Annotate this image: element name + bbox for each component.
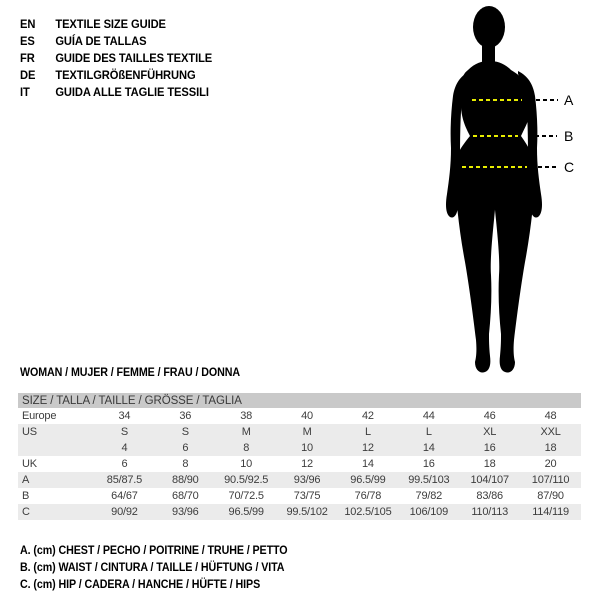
size-cell: 18 bbox=[520, 440, 581, 456]
size-cell: 8 bbox=[216, 440, 277, 456]
size-cell: 93/96 bbox=[155, 504, 216, 520]
measurement-figure bbox=[430, 0, 600, 380]
size-cell: 87/90 bbox=[537, 490, 564, 502]
language-guide-row bbox=[20, 32, 212, 49]
size-cell: 96.5/99 bbox=[338, 472, 399, 488]
size-cell: 36 bbox=[179, 410, 192, 422]
woman-silhouette-figure bbox=[430, 0, 600, 380]
size-cell: M bbox=[216, 424, 277, 440]
language-code: IT bbox=[20, 84, 30, 99]
size-cell: M bbox=[277, 424, 338, 440]
size-cell: 34 bbox=[118, 410, 131, 422]
size-row-label: B bbox=[22, 490, 30, 502]
size-table-row bbox=[18, 488, 581, 504]
size-cell: 10 bbox=[277, 440, 338, 456]
size-cell: 99.5/103 bbox=[398, 472, 459, 488]
size-cell: 110/113 bbox=[459, 504, 520, 520]
language-guide-title: GUÍA DE TALLAS bbox=[55, 33, 147, 48]
size-cell: 4 bbox=[94, 440, 155, 456]
language-guide-row bbox=[20, 49, 212, 66]
footnote-line: B. (cm) WAIST / CINTURA / TAILLE / HÜFTUNG / VITA bbox=[20, 562, 285, 574]
size-cell: 99.5/102 bbox=[277, 504, 338, 520]
size-cell: 102.5/105 bbox=[338, 504, 399, 520]
size-cell: XL bbox=[459, 424, 520, 440]
size-row-label: UK bbox=[22, 458, 37, 470]
size-cell: 90.5/92.5 bbox=[216, 472, 277, 488]
measurement-footnotes bbox=[20, 543, 288, 594]
size-cell: 106/109 bbox=[398, 504, 459, 520]
footnote-line: A. (cm) CHEST / PECHO / POITRINE / TRUHE / PETTO bbox=[20, 545, 288, 557]
size-cell: 76/78 bbox=[354, 490, 382, 502]
size-cell: 46 bbox=[483, 410, 496, 422]
size-cell: 16 bbox=[459, 440, 520, 456]
size-cell: 6 bbox=[155, 440, 216, 456]
size-cell: 70/72.5 bbox=[228, 490, 264, 502]
size-cell: 85/87.5 bbox=[94, 472, 155, 488]
size-cell: XXL bbox=[520, 424, 581, 440]
size-cell: 38 bbox=[240, 410, 253, 422]
waist-marker-label: B bbox=[564, 128, 574, 144]
size-table-row bbox=[18, 424, 581, 440]
size-table-header: SIZE / TALLA / TAILLE / GRÖSSE / TAGLIA bbox=[18, 393, 581, 408]
size-table-row bbox=[18, 472, 581, 488]
size-cell: 14 bbox=[362, 458, 374, 470]
size-cell: 18 bbox=[483, 458, 496, 470]
size-cell: 8 bbox=[182, 458, 189, 470]
size-cell: 107/110 bbox=[520, 472, 581, 488]
size-cell: 73/75 bbox=[293, 490, 321, 502]
size-table-row bbox=[18, 456, 581, 472]
size-row-label: US bbox=[18, 424, 94, 440]
language-code: EN bbox=[20, 16, 36, 31]
size-row-label: C bbox=[18, 504, 94, 520]
language-guide-title: GUIDA ALLE TAGLIE TESSILI bbox=[55, 84, 209, 99]
language-guide-row bbox=[20, 66, 212, 83]
size-table-header-row bbox=[18, 393, 581, 408]
size-cell: 104/107 bbox=[459, 472, 520, 488]
size-table-row bbox=[18, 440, 581, 456]
size-cell: 14 bbox=[398, 440, 459, 456]
size-cell: 90/92 bbox=[94, 504, 155, 520]
language-guide-row bbox=[20, 83, 212, 100]
size-cell: 10 bbox=[240, 458, 253, 470]
size-cell: 64/67 bbox=[111, 490, 138, 502]
language-guide-title: TEXTILE SIZE GUIDE bbox=[55, 16, 166, 31]
size-cell: 12 bbox=[301, 458, 313, 470]
size-cell: S bbox=[155, 424, 216, 440]
size-table bbox=[18, 393, 581, 520]
section-title: WOMAN / MUJER / FEMME / FRAU / DONNA bbox=[20, 367, 241, 379]
size-cell: 93/96 bbox=[277, 472, 338, 488]
size-cell: S bbox=[94, 424, 155, 440]
size-cell: L bbox=[338, 424, 399, 440]
chest-marker-label: A bbox=[564, 92, 574, 108]
size-cell: 68/70 bbox=[172, 490, 199, 502]
size-cell: 12 bbox=[338, 440, 399, 456]
size-table-row bbox=[18, 408, 581, 424]
size-cell: 96.5/99 bbox=[216, 504, 277, 520]
size-row-label: Europe bbox=[22, 410, 57, 422]
size-cell: 79/82 bbox=[415, 490, 443, 502]
size-cell: 88/90 bbox=[155, 472, 216, 488]
size-cell: 20 bbox=[544, 458, 557, 470]
size-table-container bbox=[18, 393, 581, 520]
woman-silhouette bbox=[446, 6, 542, 373]
footnote-line: C. (cm) HIP / CADERA / HANCHE / HÜFTE / HIPS bbox=[20, 579, 261, 591]
language-guide-title: GUIDE DES TAILLES TEXTILE bbox=[55, 50, 213, 65]
size-cell: 6 bbox=[121, 458, 128, 470]
size-table-row bbox=[18, 504, 581, 520]
hip-marker-label: C bbox=[564, 159, 575, 175]
language-code: FR bbox=[20, 50, 35, 65]
size-row-label bbox=[18, 440, 94, 456]
language-guide-list bbox=[20, 15, 212, 100]
size-cell: 44 bbox=[422, 410, 435, 422]
size-cell: 114/119 bbox=[520, 504, 581, 520]
size-cell: 40 bbox=[301, 410, 313, 422]
marker-pointer-lines bbox=[535, 100, 558, 167]
size-cell: L bbox=[398, 424, 459, 440]
size-cell: 83/86 bbox=[476, 490, 503, 502]
language-code: DE bbox=[20, 67, 36, 82]
language-guide-row bbox=[20, 15, 212, 32]
size-cell: 42 bbox=[362, 410, 374, 422]
size-table-body bbox=[18, 408, 581, 520]
size-cell: 48 bbox=[544, 410, 557, 422]
language-code: ES bbox=[20, 33, 35, 48]
language-guide-title: TEXTILGRÖßENFÜHRUNG bbox=[55, 67, 196, 82]
size-row-label: A bbox=[18, 472, 94, 488]
size-cell: 16 bbox=[422, 458, 435, 470]
